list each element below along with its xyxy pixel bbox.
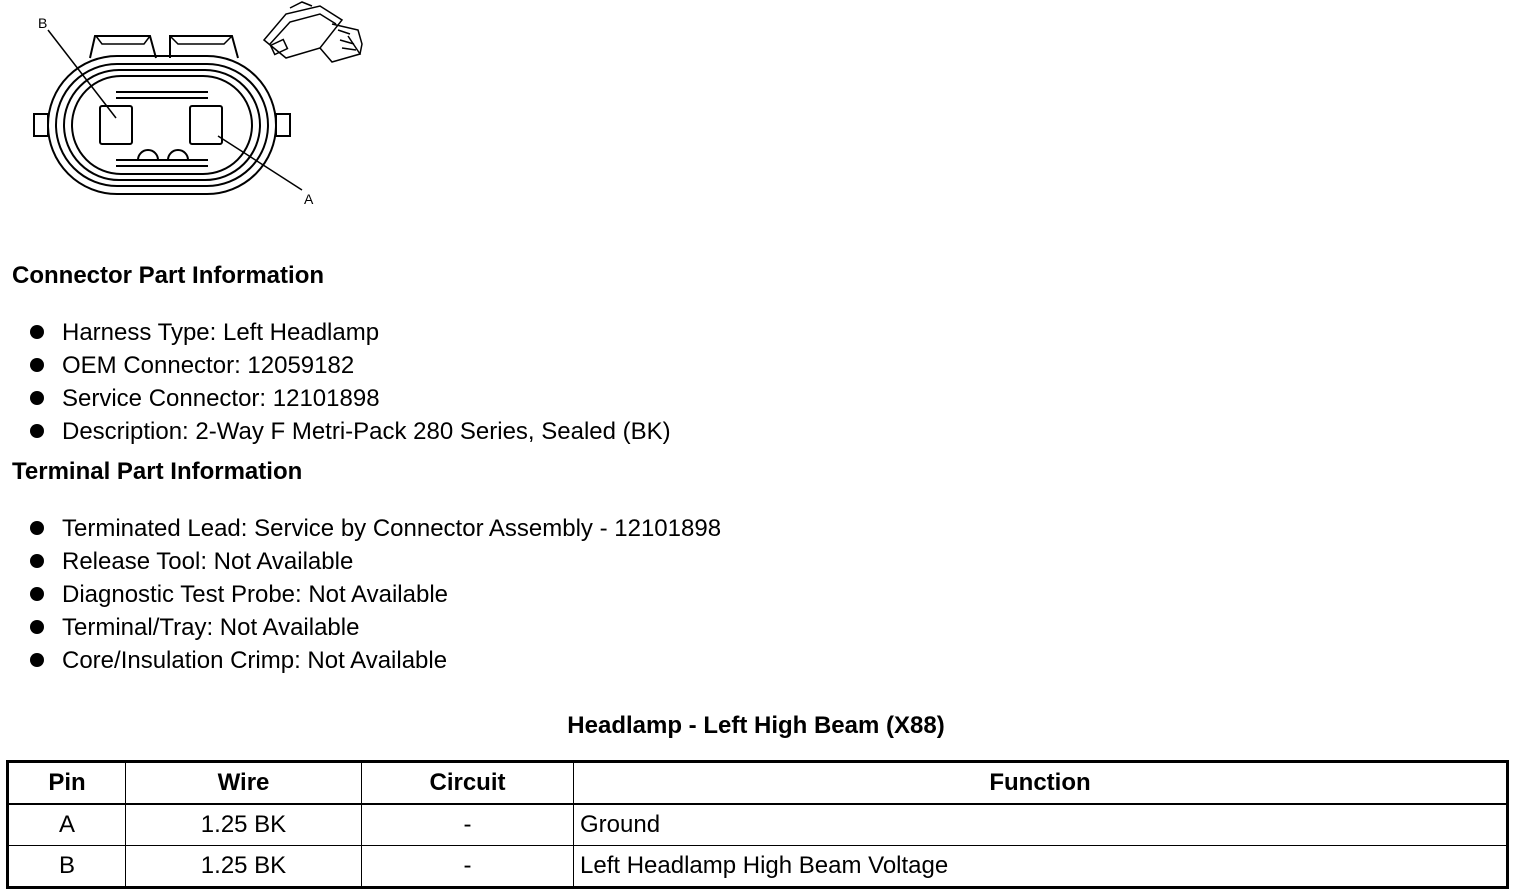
bullet-icon <box>30 653 44 667</box>
bullet-icon <box>30 424 44 438</box>
list-item: Service Connector: 12101898 <box>28 382 671 415</box>
table-title: Headlamp - Left High Beam (X88) <box>567 712 945 739</box>
circuit-cell: - <box>362 804 574 846</box>
connector-perspective-icon <box>264 2 362 62</box>
list-item: Core/Insulation Crimp: Not Available <box>28 644 721 677</box>
table-row <box>8 804 1508 846</box>
bullet-icon <box>30 391 44 405</box>
table-header-row <box>8 762 1508 805</box>
connector-diagram <box>20 0 380 215</box>
pinout-table <box>6 760 1509 889</box>
list-item: Description: 2-Way F Metri-Pack 280 Series, Sealed (BK) <box>28 415 671 448</box>
bullet-icon <box>30 358 44 372</box>
list-item: Release Tool: Not Available <box>28 545 721 578</box>
bullet-icon <box>30 521 44 535</box>
function-cell: Left Headlamp High Beam Voltage <box>574 846 1508 888</box>
connector-part-info-list <box>28 316 671 448</box>
wire-cell: 1.25 BK <box>126 846 362 888</box>
column-header-circuit: Circuit <box>362 762 574 805</box>
list-item: Terminated Lead: Service by Connector Assembly - 12101898 <box>28 512 721 545</box>
list-item: OEM Connector: 12059182 <box>28 349 671 382</box>
terminal-part-info-list <box>28 512 721 677</box>
circuit-cell: - <box>362 846 574 888</box>
bullet-icon <box>30 620 44 634</box>
table-row <box>8 846 1508 888</box>
terminal-part-info-heading: Terminal Part Information <box>12 458 303 485</box>
column-header-function: Function <box>574 762 1508 805</box>
list-item: Diagnostic Test Probe: Not Available <box>28 578 721 611</box>
bullet-icon <box>30 554 44 568</box>
list-item: Terminal/Tray: Not Available <box>28 611 721 644</box>
connector-face-view <box>20 0 380 215</box>
function-cell: Ground <box>574 804 1508 846</box>
wire-cell: 1.25 BK <box>126 804 362 846</box>
pin-a-callout: A <box>304 191 314 207</box>
pin-b-callout: B <box>38 15 48 31</box>
pin-cell: B <box>8 846 126 888</box>
connector-part-info-heading: Connector Part Information <box>12 262 325 289</box>
bullet-icon <box>30 587 44 601</box>
column-header-wire: Wire <box>126 762 362 805</box>
bullet-icon <box>30 325 44 339</box>
pin-cell: A <box>8 804 126 846</box>
column-header-pin: Pin <box>8 762 126 805</box>
list-item: Harness Type: Left Headlamp <box>28 316 671 349</box>
